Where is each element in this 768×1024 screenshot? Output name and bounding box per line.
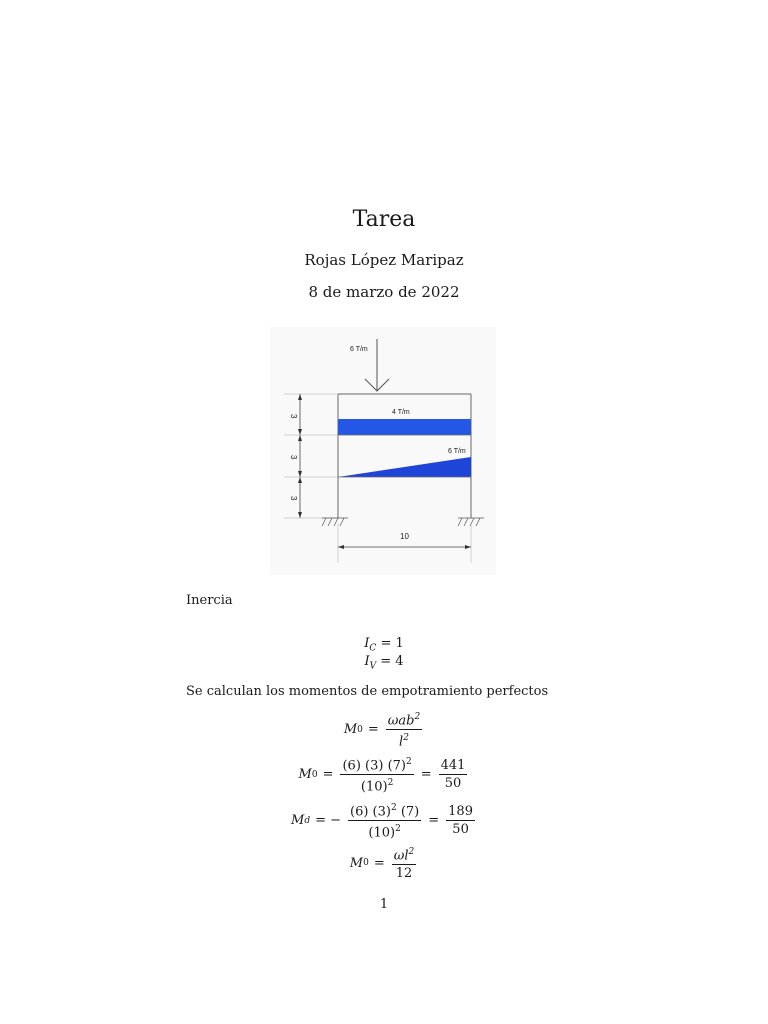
eq3-fraction [348, 801, 421, 841]
eq3-equals: = − [315, 813, 341, 829]
eq3-denominator: (10) [368, 825, 396, 841]
eq3-lhs: M [291, 813, 305, 829]
eq3-result-den: 50 [452, 822, 469, 838]
eq3-den-sup: 2 [395, 824, 401, 835]
equation-iv [0, 654, 768, 672]
eq2-fraction [340, 755, 413, 795]
uniform-load-label: 4 T/m [392, 409, 410, 416]
eq2-result [439, 758, 468, 791]
moments-heading: Se calculan los momentos de empotramiento perfectos [186, 684, 549, 699]
equation-m0-uniform [0, 845, 768, 881]
equation-md-values [0, 801, 768, 841]
eq1-lhs: M [343, 722, 358, 738]
height-label-3: 3 [289, 496, 298, 501]
iv-symbol: I [364, 654, 370, 669]
frame-diagram [270, 327, 496, 575]
eq4-lhs: M [349, 855, 364, 871]
point-load-label: 6 T/m [350, 346, 368, 353]
inertia-heading: Inercia [186, 593, 233, 608]
eq4-num-sup: 2 [408, 847, 415, 857]
eq3-num-sup: 2 [390, 803, 397, 813]
document-date: 8 de marzo de 2022 [308, 283, 460, 301]
equation-m0-values [0, 755, 768, 795]
uniform-load-block [338, 419, 471, 435]
eq1-denominator: l [399, 734, 404, 750]
eq3-result-num: 189 [448, 804, 473, 820]
height-label-1: 3 [289, 414, 298, 419]
eq4-numerator: ωl [393, 848, 409, 864]
eq4-lhs-sub: 0 [363, 858, 369, 869]
triangular-load-label: 6 T/m [448, 448, 466, 455]
eq3-numerator-tail: (7) [396, 804, 420, 820]
equation-ic [0, 636, 768, 654]
eq1-equals: = [367, 722, 379, 738]
eq2-lhs: M [298, 767, 312, 783]
height-label-2: 3 [289, 455, 298, 460]
eq1-numerator: ωab [387, 713, 415, 729]
iv-subscript: V [369, 661, 377, 672]
ic-subscript: C [369, 643, 377, 654]
ic-value: = 1 [380, 636, 404, 651]
equation-m0-formula [0, 710, 768, 750]
eq4-denominator: 12 [395, 866, 413, 882]
eq3-lhs-sub: d [304, 815, 311, 826]
eq2-result-num: 441 [440, 758, 466, 774]
eq2-denominator: (10) [360, 779, 388, 795]
width-label: 10 [400, 532, 409, 541]
eq2-numerator: (6) (3) (7) [342, 758, 406, 774]
eq4-fraction [392, 845, 417, 881]
document-title: Tarea [352, 207, 416, 232]
eq2-equals: = [322, 767, 334, 783]
eq3-numerator: (6) (3) [350, 804, 391, 820]
eq2-den-sup: 2 [387, 778, 394, 789]
document-author: Rojas López Maripaz [304, 251, 464, 269]
eq1-num-sup: 2 [414, 712, 421, 722]
ic-symbol: I [364, 636, 370, 651]
eq2-lhs-sub: 0 [311, 769, 318, 780]
frame-diagram-svg [270, 327, 496, 575]
eq2-num-sup: 2 [406, 757, 412, 767]
eq3-equals-2: = [428, 813, 440, 829]
eq4-equals: = [373, 855, 385, 871]
eq2-result-den: 50 [444, 776, 462, 792]
eq1-fraction [386, 710, 422, 750]
eq3-result [446, 804, 475, 837]
iv-value: = 4 [380, 654, 404, 669]
eq2-equals-2: = [420, 767, 432, 783]
eq1-den-sup: 2 [403, 733, 409, 744]
eq1-lhs-sub: 0 [357, 724, 363, 735]
page-number: 1 [379, 897, 389, 912]
